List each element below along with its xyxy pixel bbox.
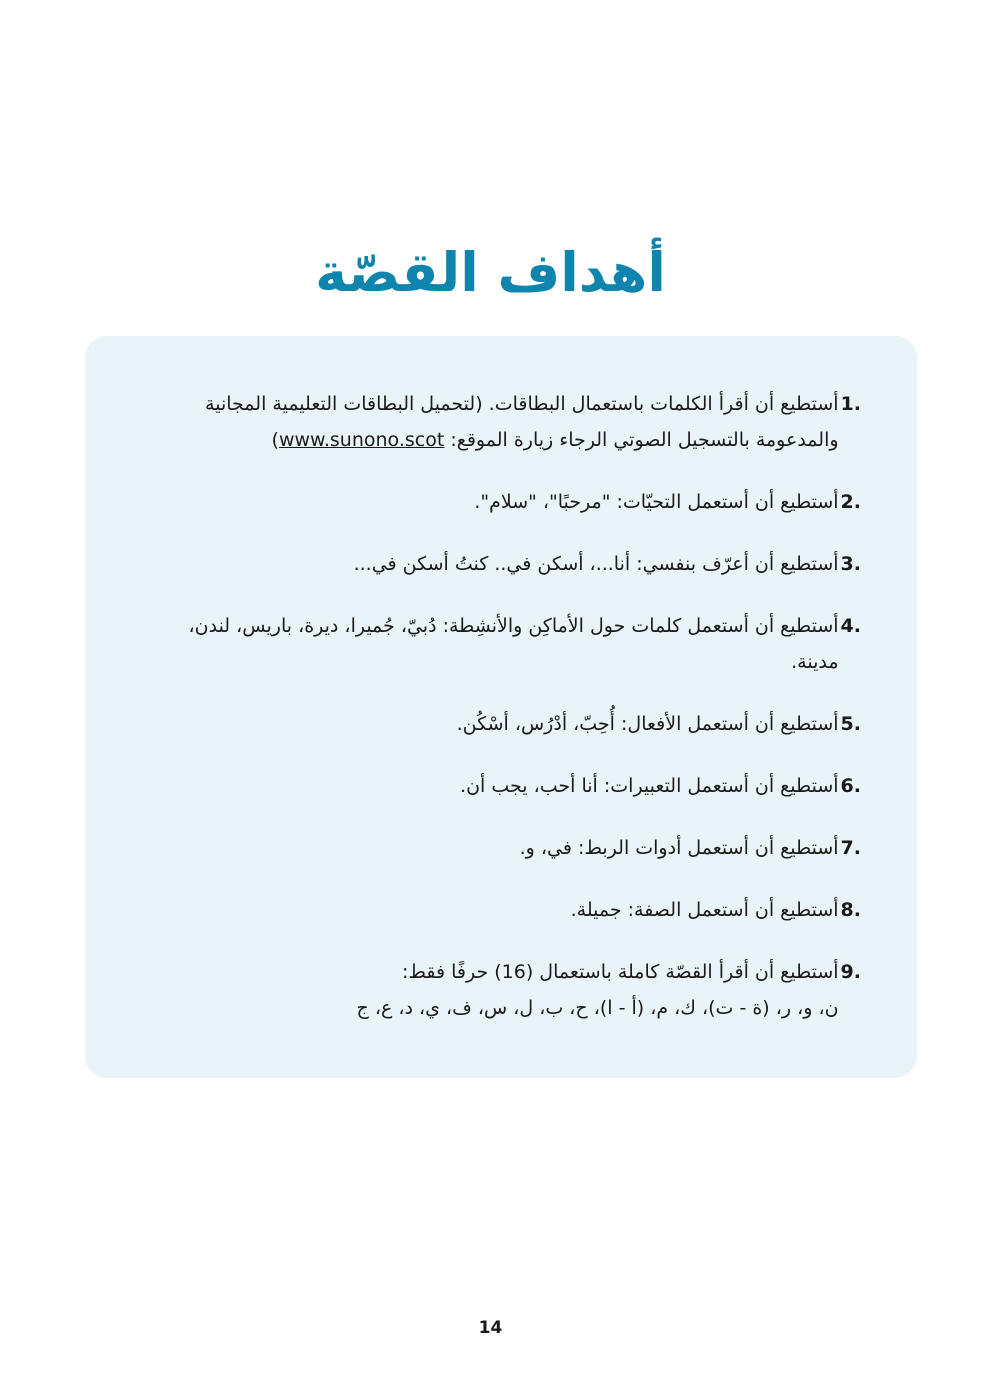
goal-number: 4. [840,615,861,637]
goal-text: أستطيع أن أستعمل الصفة: جميلة. [570,899,839,921]
goal-text-end: ) [271,429,279,451]
goal-text: أستطيع أن أستعمل أدوات الربط: في، و. [519,837,839,859]
goal-text-main: أستطيع أن أقرأ الكلمات باستعمال البطاقات. (لتحميل البطاقات التعليمية المجانية والمدعومة بالتسجيل الصوتي الرجاء زيارة الموقع: [205,393,839,451]
goal-item-1 [141,386,861,458]
goal-text [141,386,839,458]
goal-number: 9. [840,961,861,983]
goals-box [85,336,917,1078]
website-link[interactable]: www.sunono.scot [278,429,445,451]
goal-text: أستطيع أن أعرّف بنفسي: أنا...، أسكن في.. كنتُ أسكن في... [353,553,839,575]
goal-text: أستطيع أن أستعمل التحيّات: "مرحبًا"، "سلام". [474,491,839,513]
goal-number: 8. [840,899,861,921]
goal-number: 6. [840,775,861,797]
goal-text: أستطيع أن أستعمل كلمات حول الأماكِن والأنشِطة: دُبيّ، جُميرا، ديرة، باريس، لندن، مدينة. [188,615,839,673]
letters-list: ن، و، ر، (ة - ت)، ك، م، (أ - ا)، ح، ب، ل، س، ف، ي، د، ع، ج [356,997,839,1019]
goal-item-9 [141,954,861,1026]
page-number: 14 [478,1318,503,1338]
goal-item-4 [141,608,861,680]
goal-item-6 [141,768,861,804]
goal-number: 2. [840,491,861,513]
page-title: أهداف القصّة [315,241,666,304]
goal-number: 5. [840,713,861,735]
goal-text [141,954,839,1026]
goal-number: 7. [840,837,861,859]
goal-number: 1. [840,393,861,415]
goal-text-main: أستطيع أن أقرأ القصّة كاملة باستعمال (16) حرفًا فقط: [401,961,839,983]
goal-item-3 [141,546,861,582]
goal-item-5 [141,706,861,742]
goal-text: أستطيع أن أستعمل الأفعال: أُحِبّ، أدْرُس، أسْكُن. [456,713,839,735]
goals-list [141,386,861,1052]
goal-number: 3. [840,553,861,575]
goal-item-2 [141,484,861,520]
goal-text: أستطيع أن أستعمل التعبيرات: أنا أحب، يجب أن. [460,775,839,797]
goal-item-8 [141,892,861,928]
goal-item-7 [141,830,861,866]
